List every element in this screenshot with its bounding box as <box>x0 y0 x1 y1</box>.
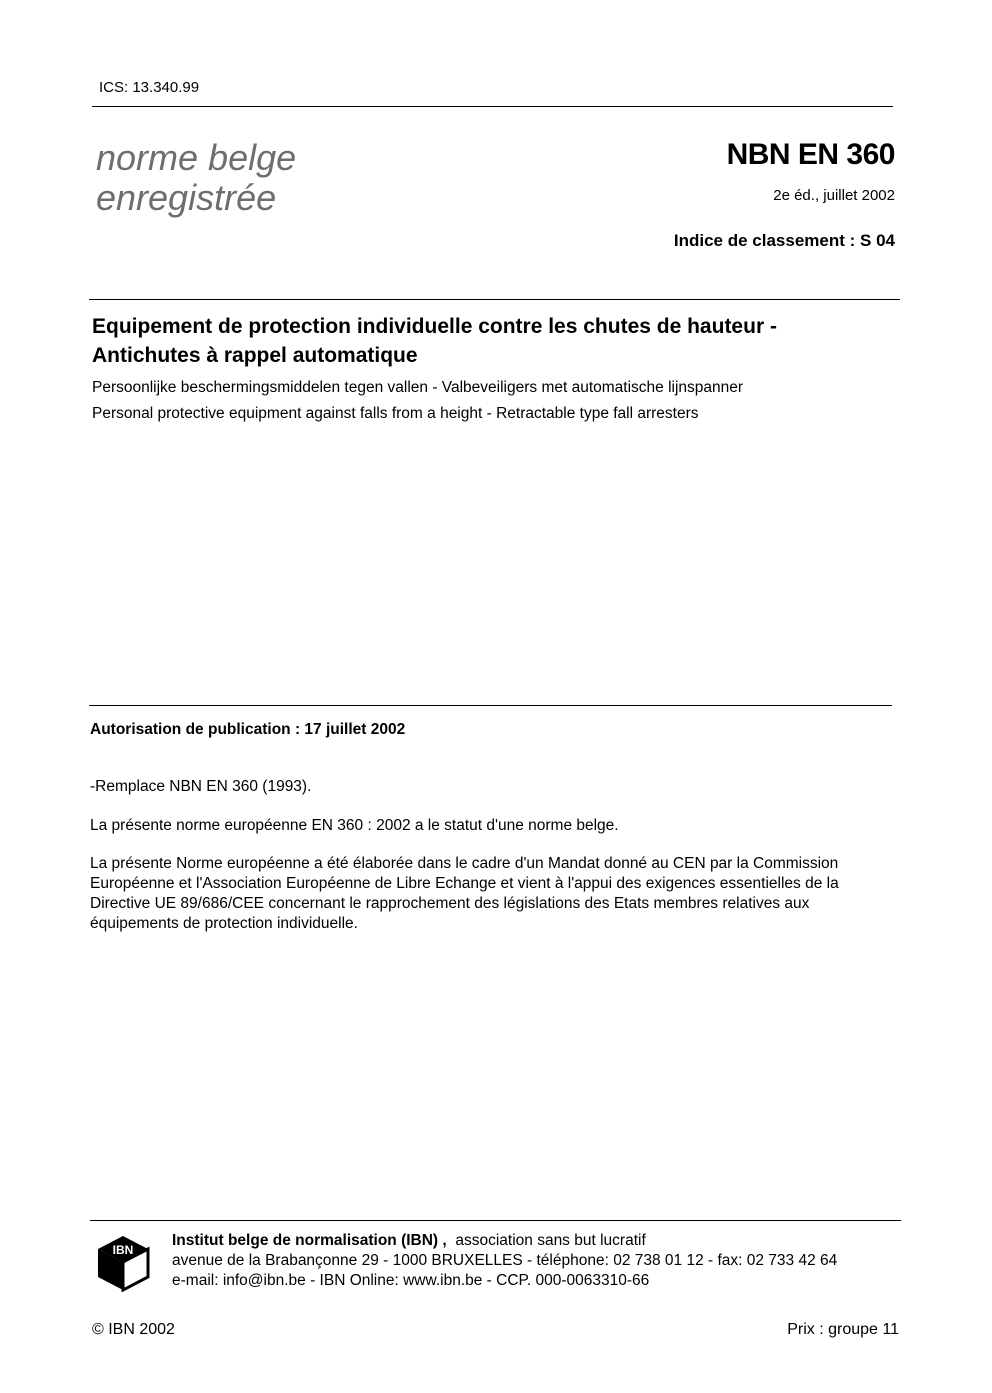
status-note: La présente norme européenne EN 360 : 2002 a le statut d'une norme belge. <box>90 817 619 834</box>
classification-index: Indice de classement : S 04 <box>673 231 895 250</box>
title-french <box>92 312 882 370</box>
title-english: Personal protective equipment against falls from a height - Retractable type fall arresters <box>92 405 699 422</box>
title-french-line2: Antichutes à rappel automatique <box>92 344 418 367</box>
institute-name-line <box>172 1231 837 1251</box>
standard-type-line2: enregistrée <box>96 177 277 218</box>
ibn-cube-logo-icon <box>96 1234 150 1292</box>
footer-rule <box>90 1220 901 1221</box>
ics-code: ICS: 13.340.99 <box>99 79 200 96</box>
body-rule <box>89 705 892 706</box>
standard-number: NBN EN 360 <box>726 138 895 171</box>
institute-description: association sans but lucratif <box>455 1232 646 1249</box>
top-rule <box>92 106 893 107</box>
institute-contact-block <box>172 1231 837 1291</box>
institute-contact: e-mail: info@ibn.be - IBN Online: www.ibn.be - CCP. 000-0063310-66 <box>172 1272 650 1289</box>
title-dutch: Persoonlijke beschermingsmiddelen tegen vallen - Valbeveiligers met automatische lijnspanner <box>92 379 744 396</box>
mandate-paragraph: La présente Norme européenne a été élaborée dans le cadre d'un Mandat donné au CEN par la Commission Européenne et l'Association Européenne de Libre Echange et vient à l'appui des exigences essentielles de la Directive UE 89/686/CEE concernant le rapprochement des législations des Etats membres relatives aux équipements de protection individuelle. <box>90 855 839 932</box>
price-group: Prix : groupe 11 <box>787 1321 899 1338</box>
standard-type-line1: norme belge <box>96 137 297 178</box>
title-french-line1: Equipement de protection individuelle contre les chutes de hauteur - <box>92 315 777 338</box>
institute-address: avenue de la Brabançonne 29 - 1000 BRUXELLES - téléphone: 02 738 01 12 - fax: 02 733 42 64 <box>172 1252 838 1269</box>
authorisation-date: Autorisation de publication : 17 juillet 2002 <box>90 721 406 738</box>
edition-date: 2e éd., juillet 2002 <box>773 187 895 204</box>
svg-text:IBN: IBN <box>112 1243 134 1257</box>
replaces-note: -Remplace NBN EN 360 (1993). <box>90 778 312 795</box>
title-rule <box>89 299 900 300</box>
copyright: © IBN 2002 <box>92 1321 175 1338</box>
standard-type <box>96 138 296 218</box>
institute-name: Institut belge de normalisation (IBN) , <box>172 1232 447 1249</box>
